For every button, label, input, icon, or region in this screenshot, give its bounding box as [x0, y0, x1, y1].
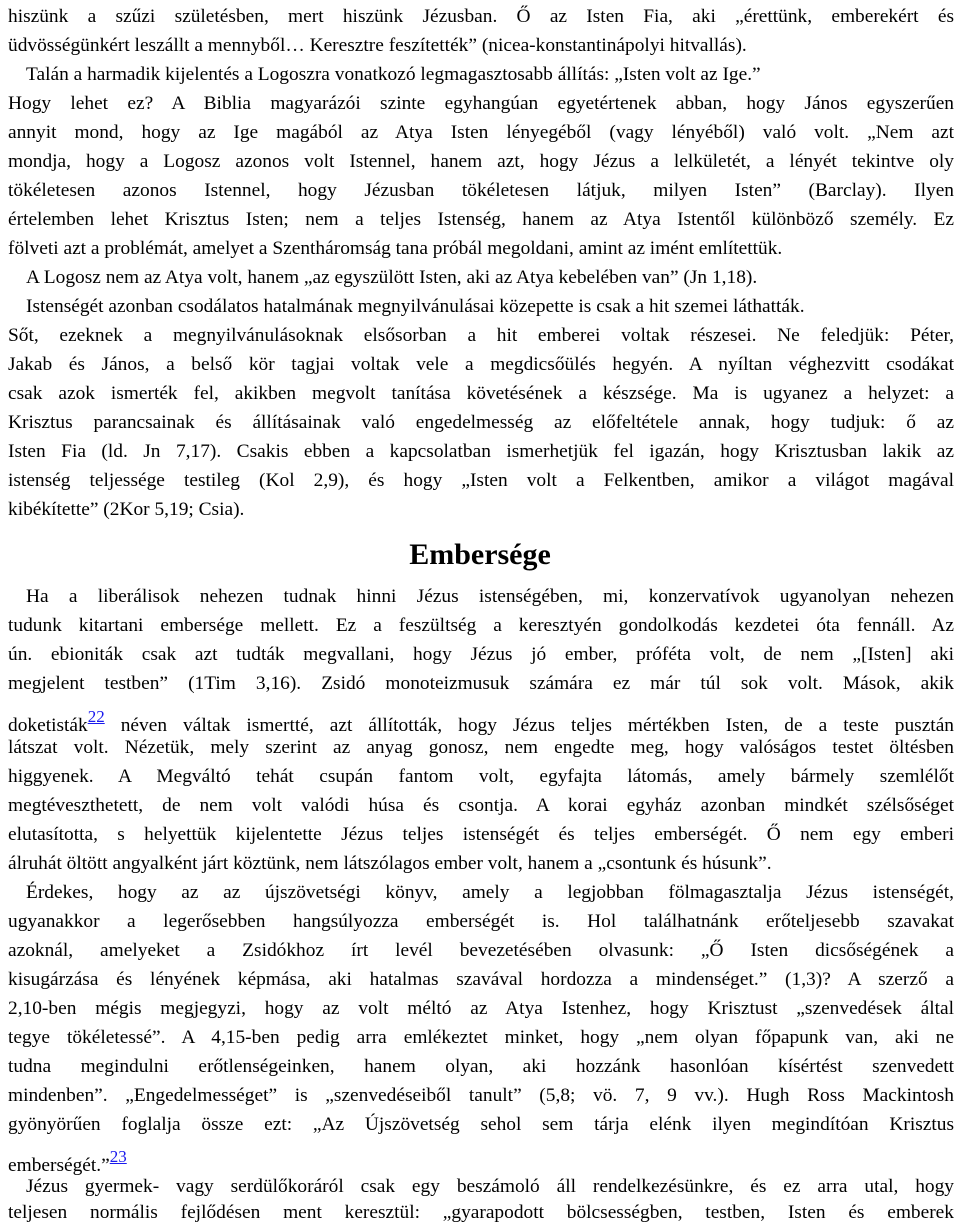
text-line: Sőt, ezeknek a megnyilvánulásoknak elsősorban a hit emberei voltak részesei. Ne feledjük: Péter,	[8, 325, 954, 346]
footnote-link-22[interactable]: 22	[87, 707, 105, 726]
text-line: kibékítette” (2Kor 5,19; Csia).	[8, 499, 245, 520]
text-line: Istenségét azonban csodálatos hatalmának megnyilvánulásai közepette is csak a hit szemei láthatták.	[26, 296, 805, 317]
text-line: értelemben lehet Krisztus Isten; nem a teljes Istenség, hanem az Atya Istentől különböző személy. Ez	[8, 209, 954, 230]
text-line: istenség teljessége testileg (Kol 2,9), és hogy „Isten volt a Felkentben, amikor a világot magával	[8, 470, 954, 491]
text-line: csak azok ismerték fel, akikben megvolt tanítása követésének a készsége. Ma is ugyanez a helyzet: a	[8, 383, 954, 404]
text-line: Talán a harmadik kijelentés a Logoszra vonatkozó legmagasztosabb állítás: „Isten volt az Ige.”	[26, 64, 761, 85]
text-line: Jakab és János, a belső kör tagjai voltak vele a megdicsőülés hegyén. A nyíltan véghezvitt csodákat	[8, 354, 954, 375]
text-span: emberségét.”	[8, 1155, 110, 1176]
text-line: tudunk kitartani embersége mellett. Ez a feszültség a keresztyén gondolkodás kezdetei óta fennáll. Az	[8, 615, 954, 636]
text-line: Hogy lehet ez? A Biblia magyarázói szinte egyhangúan egyetértenek abban, hogy János egyszerűen	[8, 93, 954, 114]
text-span: doketisták	[8, 715, 88, 736]
text-line	[8, 1142, 954, 1176]
text-line: annyit mond, hogy az Ige magából az Atya Isten lényegéből (vagy lényéből) való volt. „Nem azt	[8, 122, 954, 143]
text-line: mindenben”. „Engedelmességet” is „szenvedéseiből tanult” (5,8; vö. 7, 9 vv.). Hugh Ross Mackintosh	[8, 1085, 954, 1106]
text-span: néven váltak ismertté, azt állították, hogy Jézus teljes mértékben Isten, de a teste pusztán	[104, 715, 954, 736]
text-line: Ha a liberálisok nehezen tudnak hinni Jézus istenségében, mi, konzervatívok ugyanolyan nehezen	[26, 586, 954, 607]
text-line: mondja, hogy a Logosz azonos volt Istennel, hanem azt, hogy Jézus a lelkületét, a lényét tekintve oly	[8, 151, 954, 172]
text-line: elutasította, s helyettük kijelentette Jézus teljes istenségét és teljes emberségét. Ő nem egy emberi	[8, 824, 954, 845]
text-line: ún. ebioniták csak azt tudták megvallani, hogy Jézus jó ember, próféta volt, de nem „[Isten] aki	[8, 644, 954, 665]
text-line: A Logosz nem az Atya volt, hanem „az egyszülött Isten, aki az Atya kebelében van” (Jn 1,18).	[26, 267, 758, 288]
text-line: tudna megindulni erőtlenségeinken, hanem olyan, aki hozzánk hasonlóan kísértést szenvedett	[8, 1056, 954, 1077]
text-line: 2,10-ben mégis megjegyzi, hogy az volt méltó az Atya Istenhez, hogy Krisztust „szenvedések által	[8, 998, 954, 1019]
text-line: álruhát öltött angyalként járt köztünk, nem látszólagos ember volt, hanem a „csontunk és húsunk”.	[8, 853, 772, 874]
text-line: fölveti azt a problémát, amelyet a Szentháromság tana próbál megoldani, amint az imént említettük.	[8, 238, 783, 259]
text-line: látszat volt. Nézetük, mely szerint az anyag gonosz, nem engedte meg, hogy valóságos testet öltésben	[8, 737, 954, 758]
text-line: Érdekes, hogy az az újszövetségi könyv, amely a legjobban fölmagasztalja Jézus istenségét,	[26, 882, 954, 903]
text-line: gyönyörűen foglalja össze ezt: „Az Újszövetség sehol sem tárja elénk ilyen megindítóan Krisztus	[8, 1114, 954, 1135]
footnote-link-23[interactable]: 23	[109, 1147, 127, 1166]
text-line: megjelent testben” (1Tim 3,16). Zsidó monoteizmusuk számára ez már túl sok volt. Mások, akik	[8, 673, 954, 694]
text-line: üdvösségünkért leszállt a mennyből… Keresztre feszítették” (nicea-konstantinápolyi hitvallás).	[8, 35, 747, 56]
text-line: Krisztus parancsainak és állításainak való engedelmesség az előfeltétele annak, hogy tudjuk: ő az	[8, 412, 954, 433]
text-line: ugyanakkor a legerősebben hangsúlyozza emberségét is. Hol találhatnánk erőteljesebb szavakat	[8, 911, 954, 932]
text-line: teljesen normális fejlődésen ment keresztül: „gyarapodott bölcsességben, testben, Isten és emberek	[8, 1202, 954, 1223]
section-heading: Embersége	[409, 538, 551, 571]
text-line: higgyenek. A Megváltó tehát csupán fantom volt, egyfajta látomás, amely bármely szemlélőt	[8, 766, 954, 787]
text-line: Isten Fia (ld. Jn 7,17). Csakis ebben a kapcsolatban ismerhetjük fel igazán, hogy Krisztusban lakik az	[8, 441, 954, 462]
text-line: kisugárzása és lényének képmása, aki hatalmas szavával hordozza a mindenséget.” (1,3)? A szerző a	[8, 969, 954, 990]
text-line: megtéveszthetett, de nem volt valódi húsa és csontja. A korai egyház azonban mindkét szélsőséget	[8, 795, 954, 816]
text-line: tökéletesen azonos Istennel, hogy Jézusban tökéletesen látjuk, milyen Isten” (Barclay). Ilyen	[8, 180, 954, 201]
text-line: hiszünk a szűzi születésben, mert hiszünk Jézusban. Ő az Isten Fia, aki „érettünk, emberekért és	[8, 6, 954, 27]
text-line: tegye tökéletessé”. A 4,15-ben pedig arra emlékeztet minket, hogy „nem olyan főpapunk van, aki ne	[8, 1027, 954, 1048]
text-line: Jézus gyermek- vagy serdülőkoráról csak egy beszámoló áll rendelkezésünkre, és ez arra utal, hogy	[26, 1176, 954, 1197]
text-line	[8, 702, 954, 736]
text-line: azoknál, amelyeket a Zsidókhoz írt levél bevezetésében olvasunk: „Ő Isten dicsőségének a	[8, 940, 954, 961]
